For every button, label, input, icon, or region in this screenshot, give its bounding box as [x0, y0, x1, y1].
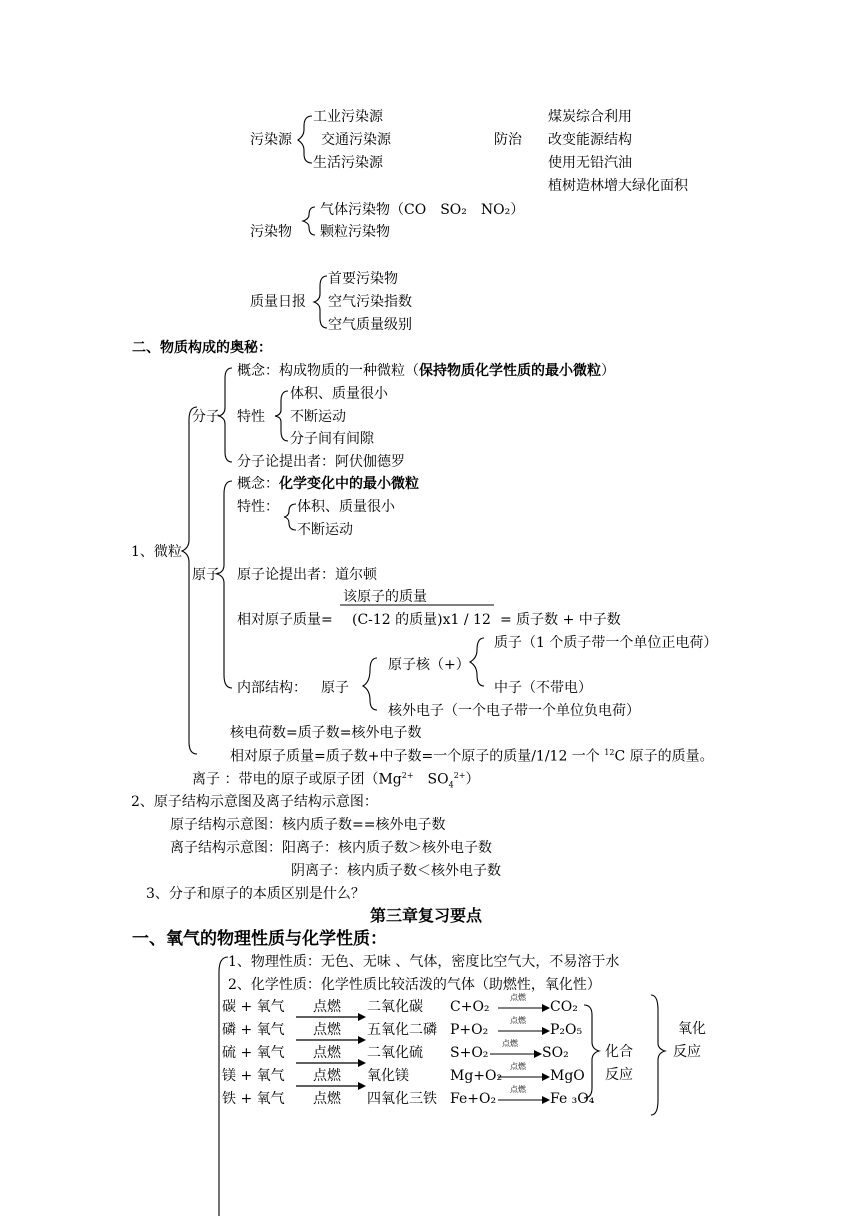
- combination-label: 化合: [605, 1044, 633, 1060]
- formula-condition: 点燃: [510, 1016, 526, 1025]
- molecule-prop: 分子间有间隙: [290, 431, 374, 447]
- pollution-sources-label: 污染源: [250, 132, 292, 148]
- formula-condition: 点燃: [502, 1039, 518, 1048]
- formula-rhs: Fe ₃O₄: [550, 1091, 595, 1107]
- atom-concept: 概念：化学变化中的最小微粒: [237, 476, 419, 492]
- ram-denominator: (C-12 的质量)x1 / 12: [352, 612, 491, 628]
- anion-diagram: 阴离子：核内质子数＜核外电子数: [291, 863, 501, 879]
- formula-arrow: [498, 1095, 550, 1105]
- molecule-proposer: 分子论提出者：阿伏伽德罗: [237, 454, 405, 470]
- ion-diagram: 离子结构示意图：阳离子：核内质子数＞核外电子数: [170, 840, 492, 856]
- prevention-label: 防治: [494, 132, 522, 148]
- formula-rhs: MgO: [550, 1068, 585, 1084]
- ram-numerator: 该原子的质量: [343, 589, 427, 605]
- word-equation-lhs: 碳 + 氧气: [222, 999, 285, 1015]
- proton: 质子（1 个质子带一个单位正电荷）: [494, 635, 718, 651]
- reaction-arrow: [296, 1058, 366, 1068]
- word-equation-rhs: 氧化镁: [367, 1068, 409, 1084]
- daily-report-label: 质量日报: [250, 294, 306, 310]
- atom-props-label: 特性：: [237, 499, 279, 515]
- formula-arrow: [498, 1003, 550, 1013]
- chemical-properties: 2、化学性质：化学性质比较活泼的气体（助燃性，氧化性）: [228, 977, 601, 993]
- atom-prop: 不断运动: [297, 522, 353, 538]
- word-condition: 点燃: [313, 999, 341, 1015]
- word-equation-rhs: 二氧化碳: [367, 999, 423, 1015]
- reaction-arrow: [296, 1035, 366, 1045]
- pollutants-label: 污染物: [250, 224, 292, 240]
- prevention-item: 植树造林增大绿化面积: [548, 178, 688, 194]
- molecule-prop: 不断运动: [290, 409, 346, 425]
- word-condition: 点燃: [313, 1022, 341, 1038]
- word-equation-lhs: 硫 + 氧气: [222, 1045, 285, 1061]
- word-equation-rhs: 五氧化二磷: [367, 1022, 437, 1038]
- mass-rule: 相对原子质量=质子数+中子数=一个原子的质量/1/12 一个 $^{12}$C 原子的质量。: [230, 748, 714, 765]
- gas-pollutants: 气体污染物（CO SO₂ NO₂）: [320, 202, 525, 218]
- reaction-arrow: [296, 1012, 366, 1022]
- molecule-concept: 概念：构成物质的一种微粒（保持物质化学性质的最小微粒）: [237, 363, 615, 379]
- word-equation-lhs: 镁 + 氧气: [222, 1068, 285, 1084]
- particle-pollutants: 颗粒污染物: [320, 224, 390, 240]
- molecule-label: 分子: [192, 409, 220, 425]
- word-equation-rhs: 二氧化硫: [367, 1045, 423, 1061]
- formula-arrow: [498, 1072, 550, 1082]
- prevention-item: 改变能源结构: [548, 132, 632, 148]
- ram-result: = 质子数 + 中子数: [500, 612, 621, 628]
- formula-condition: 点燃: [510, 1062, 526, 1071]
- charge-rule: 核电荷数=质子数=核外电子数: [230, 725, 422, 741]
- chapter-heading: 一、氧气的物理性质与化学性质：: [132, 929, 387, 949]
- diagram-heading: 2、原子结构示意图及离子结构示意图：: [131, 794, 378, 810]
- formula-rhs: CO₂: [550, 999, 578, 1015]
- electron: 核外电子（一个电子带一个单位负电荷）: [388, 703, 640, 719]
- report-item: 空气污染指数: [328, 294, 412, 310]
- ram-label: 相对原子质量=: [237, 612, 333, 628]
- formula-rhs: SO₂: [542, 1045, 569, 1061]
- word-equation-rhs: 四氧化三铁: [367, 1091, 437, 1107]
- pollution-source-item: 交通污染源: [321, 132, 391, 148]
- formula-lhs: Fe+O₂: [450, 1091, 497, 1107]
- molecule-props-label: 特性: [237, 409, 265, 425]
- formula-lhs: C+O₂: [450, 999, 490, 1015]
- formula-arrow: [490, 1049, 542, 1059]
- pollution-source-item: 工业污染源: [313, 109, 383, 125]
- formula-condition: 点燃: [510, 1085, 526, 1094]
- word-equation-lhs: 磷 + 氧气: [222, 1022, 285, 1038]
- particle-label: 1、微粒: [131, 544, 182, 560]
- formula-lhs: Mg+O₂: [450, 1068, 503, 1084]
- structure-label: 内部结构：: [237, 680, 307, 696]
- report-item: 空气质量级别: [328, 317, 412, 333]
- molecule-prop: 体积、质量很小: [290, 386, 388, 402]
- formula-lhs: P+O₂: [450, 1022, 489, 1038]
- formula-rhs: P₂O₅: [550, 1022, 583, 1038]
- prevention-item: 煤炭综合利用: [548, 109, 632, 125]
- prevention-item: 使用无铅汽油: [548, 155, 632, 171]
- reaction-arrow: [296, 1081, 366, 1091]
- question: 3、分子和原子的本质区别是什么？: [146, 886, 365, 902]
- chapter-title: 第三章复习要点: [370, 906, 483, 925]
- atom-proposer: 原子论提出者：道尔顿: [237, 567, 377, 583]
- neutron: 中子（不带电）: [494, 680, 592, 696]
- formula-lhs: S+O₂: [450, 1045, 489, 1061]
- word-condition: 点燃: [313, 1091, 341, 1107]
- pollution-source-item: 生活污染源: [313, 155, 383, 171]
- nucleus: 原子核（+）: [388, 657, 470, 673]
- atom-diagram: 原子结构示意图：核内质子数==核外电子数: [170, 817, 446, 833]
- atom-label: 原子: [192, 567, 220, 583]
- formula-arrow: [498, 1026, 550, 1036]
- formula-condition: 点燃: [510, 993, 526, 1002]
- word-condition: 点燃: [313, 1068, 341, 1084]
- structure-atom: 原子: [321, 680, 349, 696]
- report-item: 首要污染物: [328, 271, 398, 287]
- section-heading: 二、物质构成的奥秘：: [132, 340, 272, 356]
- word-condition: 点燃: [313, 1045, 341, 1061]
- ion-definition: 离子 ：带电的原子或原子团（$Mg^{2+}$ $SO_4^{2+}$）: [192, 771, 480, 790]
- combination-label: 反应: [605, 1067, 633, 1083]
- physical-properties: 1、物理性质：无色、无味 、气体，密度比空气大，不易溶于水: [228, 954, 620, 970]
- atom-prop: 体积、质量很小: [297, 499, 395, 515]
- word-equation-lhs: 铁 + 氧气: [222, 1091, 285, 1107]
- oxidation-label: 氧化: [678, 1021, 706, 1037]
- oxidation-label: 反应: [673, 1044, 701, 1060]
